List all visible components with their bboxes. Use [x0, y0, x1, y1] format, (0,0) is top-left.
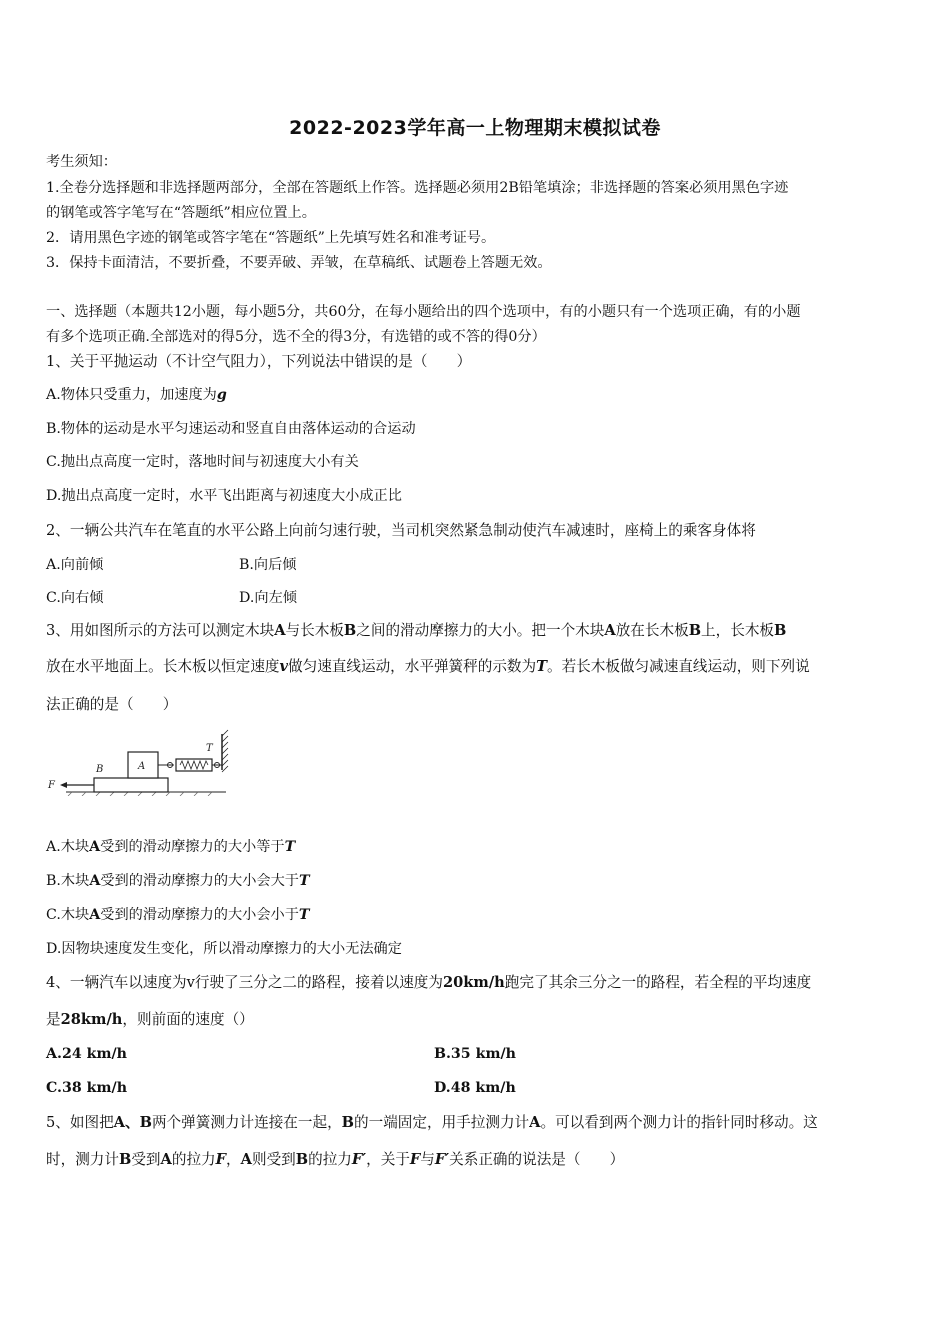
q5-stem-line-2 — [46, 1150, 908, 1170]
var-a: A — [89, 873, 101, 889]
q2-option-c: C.向右倾 — [46, 590, 104, 606]
q1-option-a — [46, 385, 908, 405]
var-t: T — [536, 658, 547, 675]
page-title: 2022-2023学年高一上物理期末模拟试卷 — [289, 117, 661, 139]
q3-friction-diagram — [46, 726, 238, 796]
q4-option-c: C.38 km/h — [46, 1080, 128, 1096]
text: 放在长木板 — [615, 622, 689, 639]
text: 受到 — [131, 1151, 161, 1168]
var-a: A — [274, 622, 286, 639]
var-b: B — [295, 1151, 309, 1168]
text: C.木块 — [46, 907, 90, 923]
text: 上，长木板 — [701, 622, 775, 639]
q2-option-a: A.向前倾 — [46, 557, 104, 573]
text: 受到的滑动摩擦力的大小等于 — [100, 839, 285, 855]
text: 受到的滑动摩擦力的大小会小于 — [100, 907, 299, 923]
text: 则受到 — [251, 1151, 296, 1168]
q3-stem-line-1 — [46, 621, 908, 641]
q4-stem-line-2 — [46, 1010, 908, 1030]
var-b: B — [118, 1151, 132, 1168]
label-f: F — [48, 780, 55, 791]
q2-option-d: D.向左倾 — [239, 590, 297, 606]
notice-item-1-cont: 的钢笔或答字笔写在“答题纸”相应位置上。 — [46, 205, 316, 221]
var-ab: A、B — [113, 1114, 152, 1131]
text: 的拉力 — [308, 1151, 352, 1168]
speed-value: 20km/h — [442, 974, 505, 991]
q1-option-b: B.物体的运动是水平匀速运动和竖直自由落体运动的合运动 — [46, 421, 416, 437]
q5-stem-line-1 — [46, 1113, 908, 1133]
text: 与 — [420, 1151, 435, 1168]
force-arrowhead — [60, 782, 67, 788]
var-v: v — [279, 658, 288, 675]
q1-option-c: C.抛出点高度一定时，落地时间与初速度大小有关 — [46, 454, 359, 470]
var-b: B — [774, 622, 787, 639]
q3-stem-line-3: 法正确的是（ ） — [46, 696, 178, 713]
var-b: B — [343, 622, 357, 639]
q3-option-a — [46, 837, 908, 857]
text: 。可以看到两个测力计的指针同时移动。这 — [540, 1114, 818, 1131]
text: 5、如图把 — [46, 1114, 114, 1131]
var-a: A — [240, 1151, 252, 1168]
q1-option-d: D.抛出点高度一定时，水平飞出距离与初速度大小成正比 — [46, 488, 402, 504]
q3-option-b — [46, 871, 908, 891]
q4-option-a: A.24 km/h — [46, 1046, 127, 1062]
wall-hatching — [222, 730, 228, 772]
var-t: T — [298, 907, 310, 923]
q3-option-d: D.因物块速度发生变化，所以滑动摩擦力的大小无法确定 — [46, 941, 402, 957]
var-f: F — [215, 1151, 227, 1168]
q4-option-b: B.35 km/h — [434, 1046, 516, 1062]
var-t: T — [284, 839, 296, 855]
q1-option-a-var: g — [216, 387, 227, 403]
text: 的一端固定，用手拉测力计 — [354, 1114, 530, 1131]
var-b: B — [688, 622, 702, 639]
var-a: A — [529, 1114, 541, 1131]
q3-stem-line-2 — [46, 657, 908, 677]
q4-stem-line-1 — [46, 973, 908, 993]
text: 3、用如图所示的方法可以测定木块 — [46, 622, 275, 639]
notice-item-3: 3．保持卡面清洁，不要折叠，不要弄破、弄皱，在草稿纸、试题卷上答题无效。 — [46, 255, 552, 271]
text: 做匀速直线运动，水平弹簧秤的示数为 — [288, 658, 537, 675]
q3-option-c — [46, 905, 908, 925]
text: 两个弹簧测力计连接在一起， — [151, 1114, 342, 1131]
text: ，关于 — [366, 1151, 410, 1168]
text: A.木块 — [46, 839, 90, 855]
label-a: A — [138, 761, 146, 772]
text: 放在水平地面上。长木板以恒定速度 — [46, 658, 280, 675]
text: 跑完了其余三分之一的路程，若全程的平均速度 — [504, 974, 812, 991]
section-heading-line-1: 一、选择题（本题共12小题，每小题5分，共60分，在每小题给出的四个选项中，有的小题只有一个选项正确，有的小题 — [46, 304, 801, 320]
var-a: A — [160, 1151, 172, 1168]
text: 。若长木板做匀减速直线运动，则下列说 — [546, 658, 810, 675]
var-b: B — [341, 1114, 355, 1131]
var-a: A — [604, 622, 616, 639]
var-a: A — [89, 839, 101, 855]
text: 是 — [46, 1011, 61, 1028]
section-heading-line-2: 有多个选项正确.全部选对的得5分，选不全的得3分，有选错的或不答的得0分） — [46, 329, 546, 345]
q2-stem: 2、一辆公共汽车在笔直的水平公路上向前匀速行驶，当司机突然紧急制动使汽车减速时，座椅上的乘客身体将 — [46, 522, 756, 539]
text: 的拉力 — [171, 1151, 216, 1168]
q4-option-d: D.48 km/h — [434, 1080, 516, 1096]
var-f-prime: F′ — [434, 1151, 450, 1168]
text: 时，测力计 — [46, 1151, 119, 1168]
text: 与长木板 — [285, 622, 344, 639]
q2-option-b: B.向后倾 — [239, 557, 297, 573]
q1-option-a-text: A.物体只受重力，加速度为 — [46, 387, 217, 403]
text: ， — [226, 1151, 241, 1168]
text: 之间的滑动摩擦力的大小。把一个木块 — [356, 622, 605, 639]
board-b — [94, 778, 168, 792]
label-t: T — [206, 743, 213, 754]
notice-item-2: 2．请用黑色字迹的钢笔或答字笔在“答题纸”上先填写姓名和准考证号。 — [46, 230, 496, 246]
notice-item-1: 1.全卷分选择题和非选择题两部分，全部在答题纸上作答。选择题必须用2B铅笔填涂；非选择题的答案必须用黑色字迹 — [46, 180, 789, 196]
var-f-prime: F′ — [351, 1151, 367, 1168]
speed-value: 28km/h — [60, 1011, 123, 1028]
var-f: F — [409, 1151, 421, 1168]
var-a: A — [89, 907, 101, 923]
label-b: B — [96, 764, 104, 775]
text: ，则前面的速度（） — [122, 1011, 254, 1028]
notice-heading: 考生须知： — [46, 154, 117, 170]
text: 受到的滑动摩擦力的大小会大于 — [100, 873, 299, 889]
text: 关系正确的说法是（ ） — [449, 1151, 625, 1168]
text: 4、一辆汽车以速度为v行驶了三分之二的路程，接着以速度为 — [46, 974, 443, 991]
q1-stem: 1、关于平抛运动（不计空气阻力），下列说法中错误的是（ ） — [46, 353, 472, 370]
var-t: T — [298, 873, 310, 889]
text: B.木块 — [46, 873, 90, 889]
